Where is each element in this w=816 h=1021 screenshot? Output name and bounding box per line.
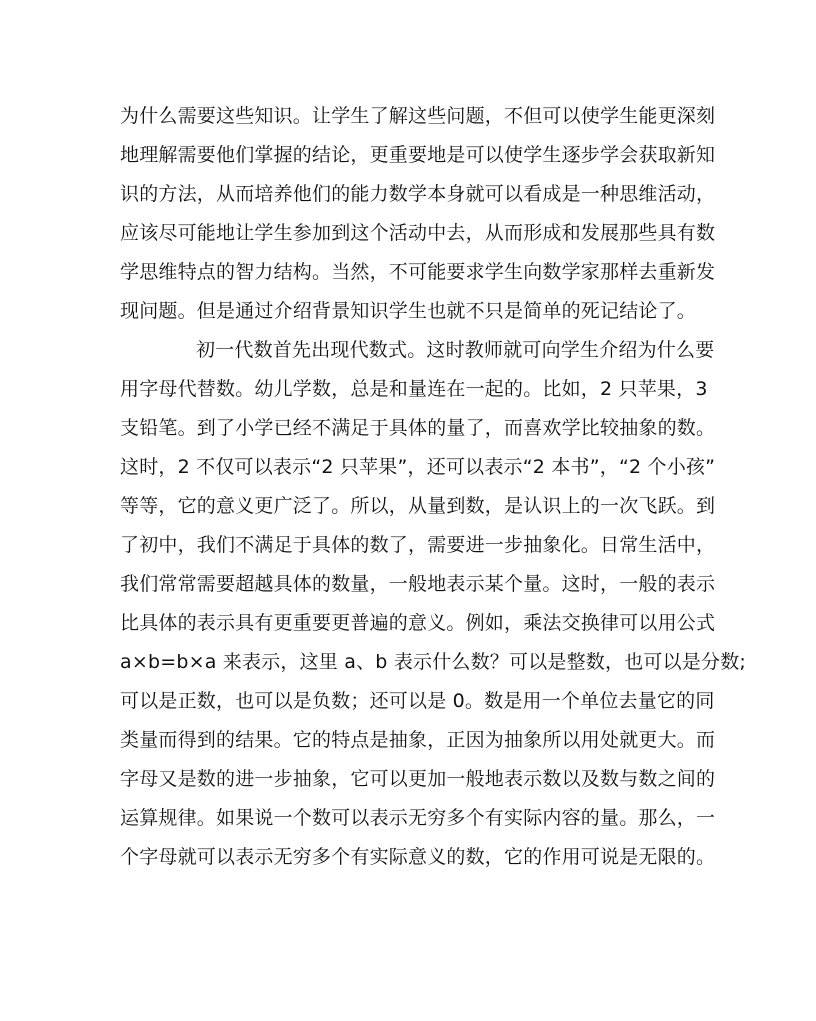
paragraph — [120, 331, 746, 877]
text-line: 支铅笔。到了小学已经不满足于具体的量了，而喜欢学比较抽象的数。 — [120, 417, 716, 439]
text-line: 了初中，我们不满足于具体的数了，需要进一步抽象化。日常生活中， — [120, 534, 716, 556]
document-body — [120, 97, 746, 877]
text-line: 类量而得到的结果。它的特点是抽象，正因为抽象所以用处就更大。而 — [120, 729, 716, 751]
text-line: 初一代数首先出现代数式。这时教师就可向学生介绍为什么要 — [196, 339, 715, 361]
text-line: a×b=b×a 来表示，这里 a、b 表示什么数？可以是整数，也可以是分数; — [120, 651, 746, 673]
text-line: 为什么需要这些知识。让学生了解这些问题，不但可以使学生能更深刻 — [120, 105, 716, 127]
text-line: 字母又是数的进一步抽象，它可以更加一般地表示数以及数与数之间的 — [120, 768, 716, 790]
text-line: 个字母就可以表示无穷多个有实际意义的数，它的作用可说是无限的。 — [120, 846, 716, 868]
text-line: 现问题。但是通过介绍背景知识学生也就不只是简单的死记结论了。 — [120, 300, 697, 322]
text-line: 运算规律。如果说一个数可以表示无穷多个有实际内容的量。那么，一 — [120, 807, 716, 829]
text-line: 我们常常需要超越具体的数量，一般地表示某个量。这时，一般的表示 — [120, 573, 716, 595]
text-line: 等等，它的意义更广泛了。所以，从量到数，是认识上的一次飞跃。到 — [120, 495, 716, 517]
paragraph — [120, 97, 716, 331]
text-line: 这时，2 不仅可以表示“2 只苹果”，还可以表示“2 本书”，“2 个小孩” — [120, 456, 716, 478]
text-line: 应该尽可能地让学生参加到这个活动中去，从而形成和发展那些具有数 — [120, 222, 716, 244]
text-line: 比具体的表示具有更重要更普遍的意义。例如，乘法交换律可以用公式 — [120, 612, 716, 634]
text-line: 可以是正数，也可以是负数；还可以是 0。数是用一个单位去量它的同 — [120, 690, 715, 712]
text-line: 用字母代替数。幼儿学数，总是和量连在一起的。比如，2 只苹果，3 — [120, 378, 708, 400]
text-line: 识的方法，从而培养他们的能力数学本身就可以看成是一种思维活动， — [120, 183, 716, 205]
text-line: 学思维特点的智力结构。当然，不可能要求学生向数学家那样去重新发 — [120, 261, 716, 283]
text-line: 地理解需要他们掌握的结论，更重要地是可以使学生逐步学会获取新知 — [120, 144, 716, 166]
